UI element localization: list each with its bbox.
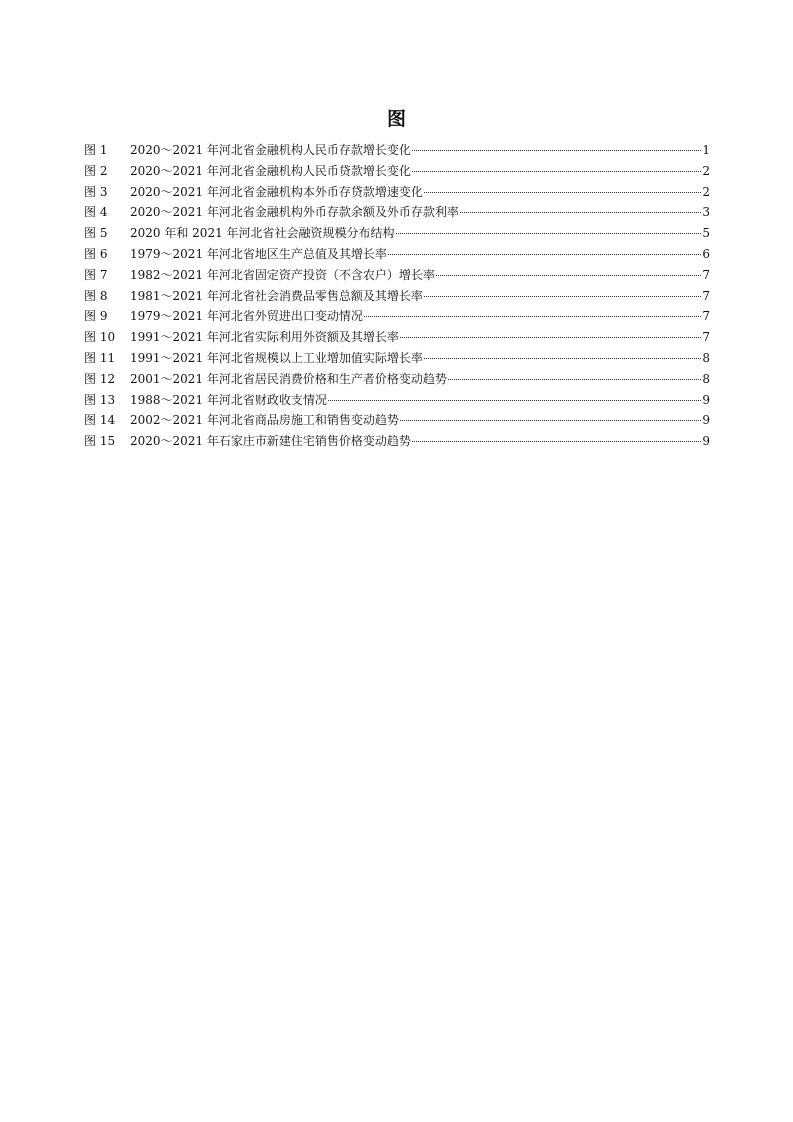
page-number: 5 [702,226,710,241]
figure-number: 图 3 [84,184,108,199]
toc-entry[interactable] [84,348,710,369]
toc-entry[interactable] [84,431,710,452]
dot-leader [400,420,701,421]
page-number: 3 [702,205,710,220]
page-number: 7 [702,309,710,324]
dot-leader [388,254,701,255]
figure-list [84,140,710,452]
page-number: 6 [702,246,710,261]
figure-number: 图 11 [84,350,116,365]
dot-leader [424,192,701,193]
page-number: 2 [702,184,710,199]
toc-entry[interactable] [84,202,710,223]
page-number: 8 [702,371,710,386]
figure-number: 图 13 [84,392,116,407]
page-number: 9 [702,413,710,428]
dot-leader [328,400,701,401]
toc-entry[interactable] [84,182,710,203]
toc-entry[interactable] [84,306,710,327]
figure-number: 图 6 [84,246,108,261]
figure-number: 图 1 [84,143,108,157]
toc-entry[interactable] [84,390,710,411]
dot-leader [412,441,701,442]
figure-number: 图 4 [84,205,108,220]
page-number: 2 [702,163,710,178]
figure-number: 图 8 [84,288,108,303]
page-number: 7 [702,288,710,303]
figure-title: 1991～2021 年河北省实际利用外资额及其增长率 [130,330,399,345]
figure-title: 2002～2021 年河北省商品房施工和销售变动趋势 [130,413,399,428]
figure-title: 1991～2021 年河北省规模以上工业增加值实际增长率 [130,350,423,365]
page-number: 1 [702,143,710,157]
dot-leader [364,316,701,317]
page-number: 9 [702,392,710,407]
figure-number: 图 12 [84,371,116,386]
dot-leader [396,233,702,234]
figure-title: 2020～2021 年河北省金融机构外币存款余额及外币存款利率 [130,205,459,220]
toc-entry[interactable] [84,410,710,431]
toc-entry[interactable] [84,327,710,348]
dot-leader [436,275,701,276]
toc-entry[interactable] [84,369,710,390]
toc-entry[interactable] [84,286,710,307]
dot-leader [412,171,701,172]
page-number: 7 [702,267,710,282]
toc-entry[interactable] [84,265,710,286]
figure-title: 2020 年和 2021 年河北省社会融资规模分布结构 [130,226,395,241]
figure-title: 1981～2021 年河北省社会消费品零售总额及其增长率 [130,288,423,303]
page-number: 9 [702,434,710,449]
figure-number: 图 14 [84,413,116,428]
page-number: 8 [702,350,710,365]
page-title: 图 [386,108,406,130]
figure-title: 2020～2021 年河北省金融机构人民币贷款增长变化 [130,163,411,178]
figure-title: 2020～2021 年河北省金融机构本外币存贷款增速变化 [130,184,423,199]
dot-leader [424,296,701,297]
dot-leader [400,337,701,338]
toc-entry[interactable] [84,161,710,182]
figure-number: 图 5 [84,226,108,241]
figure-number: 图 2 [84,163,108,178]
page-number: 7 [702,330,710,345]
toc-entry[interactable] [84,140,710,161]
dot-leader [448,379,701,380]
figure-title: 2020～2021 年石家庄市新建住宅销售价格变动趋势 [130,434,411,449]
toc-entry[interactable] [84,244,710,265]
figure-title: 1988～2021 年河北省财政收支情况 [130,392,327,407]
figure-title: 1982～2021 年河北省固定资产投资（不含农户）增长率 [130,267,435,282]
figure-number: 图 9 [84,309,108,324]
figure-title: 1979～2021 年河北省外贸进出口变动情况 [130,309,363,324]
figure-title: 2020～2021 年河北省金融机构人民币存款增长变化 [130,143,411,157]
figure-title: 1979～2021 年河北省地区生产总值及其增长率 [130,246,387,261]
dot-leader [412,150,701,151]
toc-entry[interactable] [84,223,710,244]
dot-leader [424,358,701,359]
figure-number: 图 7 [84,267,108,282]
figure-number: 图 15 [84,434,116,449]
figure-number: 图 10 [84,330,116,345]
dot-leader [460,212,701,213]
figure-title: 2001～2021 年河北省居民消费价格和生产者价格变动趋势 [130,371,447,386]
